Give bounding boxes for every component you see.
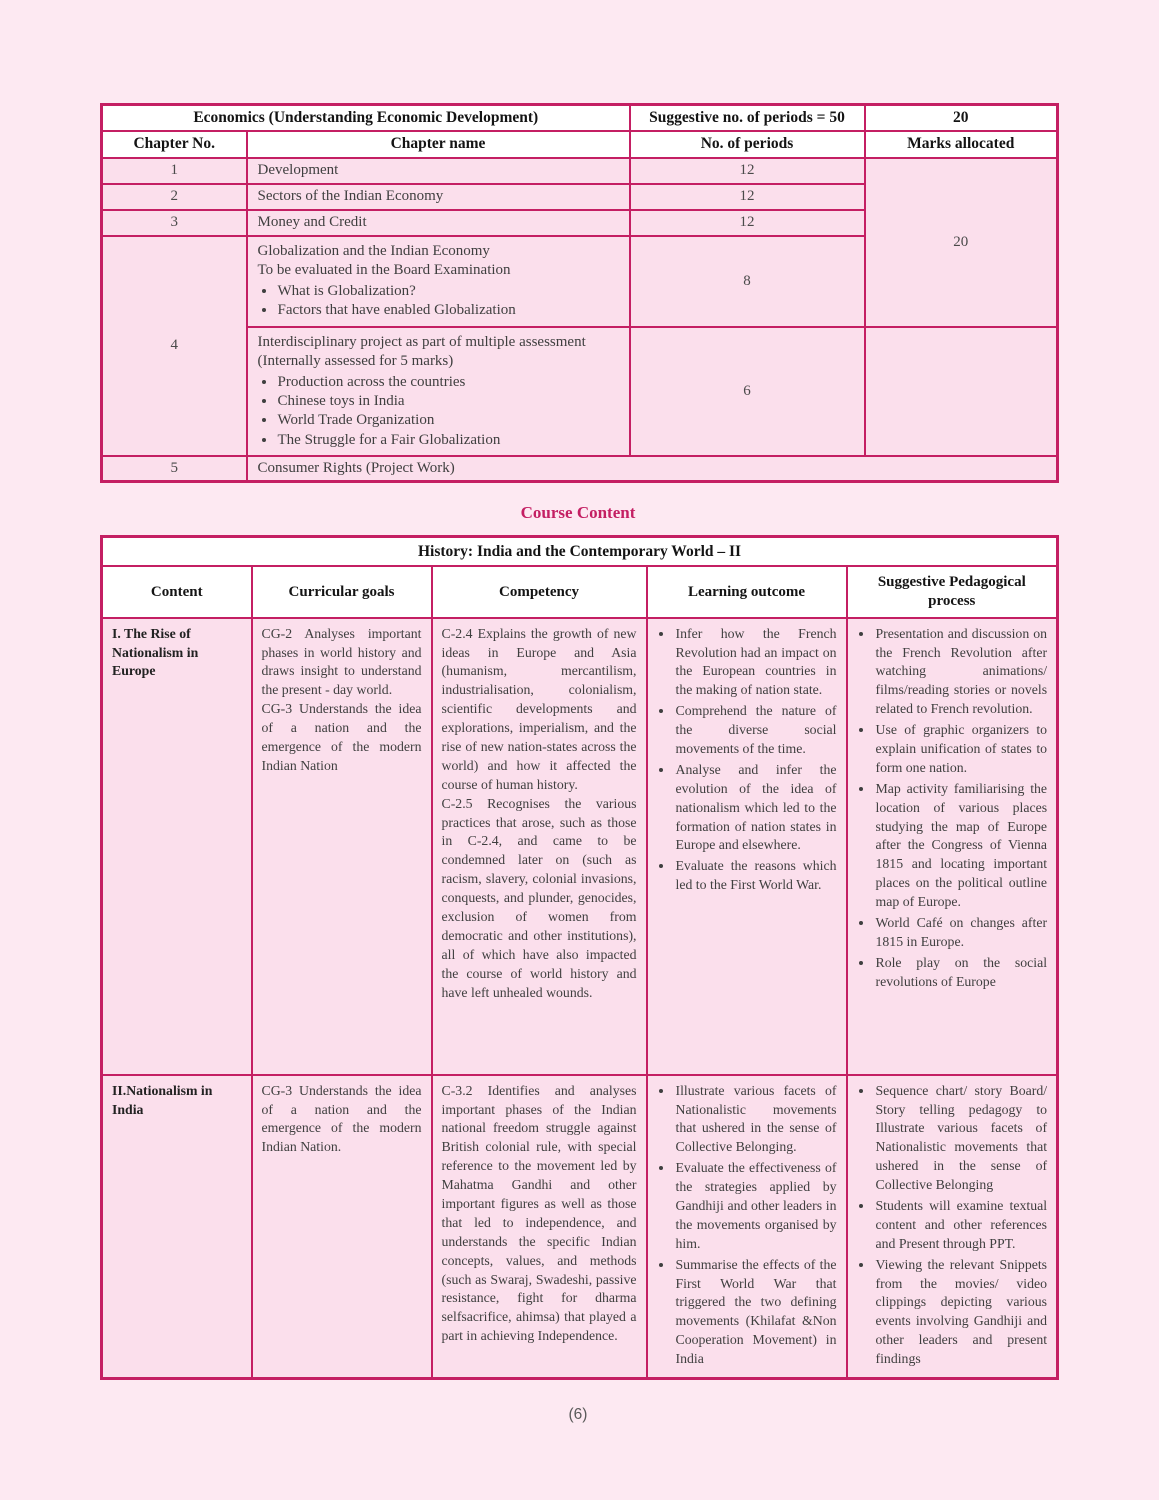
economics-title: Economics (Understanding Economic Development) <box>102 105 630 131</box>
chapter-name-line: (Internally assessed for 5 marks) <box>257 352 454 369</box>
column-header-competency: Competency <box>432 566 647 618</box>
table-row-chapter-1 <box>102 158 1058 184</box>
chapter-no: 4 <box>102 236 247 456</box>
chapter-no: 5 <box>102 456 247 482</box>
periods-value: 8 <box>630 236 865 327</box>
curricular-goal: CG-3 Understands the idea of a nation and the emergence of the modern Indian Nation. <box>261 1082 422 1155</box>
list-item: • Evaluate the effectiveness of the strategies applied by Gandhiji and other leaders in the movements organised by him. <box>674 1159 837 1253</box>
list-item: • Analyse and infer the evolution of the idea of nationalism which led to the formation of nation states in Europe and elsewhere. <box>674 761 837 855</box>
chapter-name-line: Interdisciplinary project as part of multiple assessment <box>257 333 586 350</box>
column-header-marks-allocated: Marks allocated <box>865 131 1058 158</box>
chapter-name: Development <box>247 158 630 184</box>
curricular-goals-cell <box>252 618 432 1075</box>
pedagogical-process-list <box>857 625 1048 992</box>
column-header-curricular-goals: Curricular goals <box>252 566 432 618</box>
economics-periods-total: Suggestive no. of periods = 50 <box>630 105 865 131</box>
curricular-goal: CG-3 Understands the idea of a nation and the emergence of the modern Indian Nation <box>261 701 422 773</box>
learning-outcome-cell <box>647 618 847 1075</box>
column-header-content: Content <box>102 566 252 618</box>
page-number: (6) <box>568 1405 588 1423</box>
periods-value: 12 <box>630 210 865 236</box>
chapter-no: 3 <box>102 210 247 236</box>
economics-table <box>100 103 1059 483</box>
chapter-name: Money and Credit <box>247 210 630 236</box>
curricular-goals-cell <box>252 1075 432 1379</box>
economics-column-header-row <box>102 131 1058 158</box>
list-item: • Role play on the social revolutions of Europe <box>874 954 1048 992</box>
chapter-name: Consumer Rights (Project Work) <box>247 456 1058 482</box>
competency-item: C-3.2 Identifies and analyses important phases of the Indian national freedom struggle against British colonial rule, with special reference to the movement led by Mahatma Gandhi and other important figures as well as those that led to independence, and understands the specific Indian concepts, values, and methods (such as Swaraj, Swadeshi, passive resistance, fight for dharma selfsacrifice, ahimsa) that played a part in achieving Independence. <box>441 1082 637 1344</box>
economics-title-row <box>102 105 1058 131</box>
chapter-name: Sectors of the Indian Economy <box>247 184 630 210</box>
economics-marks-total: 20 <box>865 105 1058 131</box>
unit-content-title: II.Nationalism in India <box>102 1075 252 1379</box>
periods-value: 12 <box>630 184 865 210</box>
column-header-chapter-no: Chapter No. <box>102 131 247 158</box>
list-item: • Chinese toys in India <box>277 392 619 411</box>
column-header-no-of-periods: No. of periods <box>630 131 865 158</box>
chapter-name-line: To be evaluated in the Board Examination <box>257 262 511 279</box>
learning-outcome-cell <box>647 1075 847 1379</box>
list-item: • Sequence chart/ story Board/ Story telling pedagogy to Illustrate various facets of Nationalistic movements that ushered in the sense of Collective Belonging <box>874 1082 1048 1195</box>
history-table <box>100 535 1059 1380</box>
unit-content-title: I. The Rise of Nationalism in Europe <box>102 618 252 1075</box>
list-item: • Infer how the French Revolution had an impact on the European countries in the making of nation state. <box>674 625 837 701</box>
learning-outcome-list <box>657 625 837 895</box>
list-item: • What is Globalization? <box>277 282 619 301</box>
chapter-name <box>247 236 630 327</box>
list-item: • Use of graphic organizers to explain unification of states to form one nation. <box>874 721 1048 778</box>
list-item: • Production across the countries <box>277 373 619 392</box>
column-header-chapter-name: Chapter name <box>247 131 630 158</box>
history-title-row <box>102 536 1058 566</box>
competency-item: C-2.5 Recognises the various practices that arose, such as those in C-2.4, and came to be condemned later on (such as racism, slavery, colonial invasions, conquests, and plunder, genocides, exclusion of women from democratic and other institutions), all of which have also impacted the course of world history and have left unhealed wounds. <box>441 795 637 1000</box>
chapter-no: 1 <box>102 158 247 184</box>
list-item: • World Café on changes after 1815 in Europe. <box>874 914 1048 952</box>
list-item: • The Struggle for a Fair Globalization <box>277 431 619 450</box>
list-item: • World Trade Organization <box>277 411 619 430</box>
course-content-heading: Course Content <box>520 502 636 522</box>
marks-allocated-empty <box>865 327 1058 456</box>
chapter-name-line: Globalization and the Indian Economy <box>257 242 490 259</box>
learning-outcome-list <box>657 1082 837 1369</box>
periods-value: 12 <box>630 158 865 184</box>
marks-allocated-value: 20 <box>865 158 1058 327</box>
curricular-goal: CG-2 Analyses important phases in world history and draws insight to understand the present - day world. <box>261 625 422 698</box>
list-item: • Factors that have enabled Globalization <box>277 301 619 320</box>
list-item: • Comprehend the nature of the diverse social movements of the time. <box>674 702 837 759</box>
list-item: • Students will examine textual content and other references and Present through PPT. <box>874 1197 1048 1254</box>
pedagogical-process-cell <box>847 1075 1058 1379</box>
history-table-title: History: India and the Contemporary World – II <box>102 536 1058 566</box>
table-row-unit-1 <box>102 618 1058 1075</box>
competency-item: C-2.4 Explains the growth of new ideas in Europe and Asia (humanism, mercantilism, industrialisation, colonialism, scientific developments and explorations, imperialism, and the rise of new nation-states across the world) and how it affected the course of human history. <box>441 625 637 792</box>
chapter-topic-list <box>258 282 619 320</box>
chapter-name <box>247 327 630 456</box>
list-item: • Illustrate various facets of Nationalistic movements that ushered in the sense of Collective Belonging. <box>674 1082 837 1158</box>
table-row-chapter-5 <box>102 456 1058 482</box>
pedagogical-process-cell <box>847 618 1058 1075</box>
chapter-no: 2 <box>102 184 247 210</box>
periods-value: 6 <box>630 327 865 456</box>
table-row-unit-2 <box>102 1075 1058 1379</box>
competency-cell <box>432 618 647 1075</box>
history-column-header-row <box>102 566 1058 618</box>
competency-cell <box>432 1075 647 1379</box>
pedagogical-process-list <box>857 1082 1048 1369</box>
column-header-pedagogical-process: Suggestive Pedagogical process <box>847 566 1058 618</box>
list-item: • Viewing the relevant Snippets from the movies/ video clippings depicting various events involving Gandhiji and other leaders and present findings <box>874 1256 1048 1369</box>
list-item: • Summarise the effects of the First World War that triggered the two defining movements (Khilafat &Non Cooperation Movement) in India <box>674 1256 837 1369</box>
chapter-topic-list <box>258 373 619 450</box>
column-header-learning-outcome: Learning outcome <box>647 566 847 618</box>
list-item: • Evaluate the reasons which led to the First World War. <box>674 857 837 895</box>
list-item: • Presentation and discussion on the French Revolution after watching animations/ films/reading stories or novels related to French revolution. <box>874 625 1048 719</box>
list-item: • Map activity familiarising the location of various places studying the map of Europe after the Congress of Vienna 1815 and locating important places on the political outline map of Europe. <box>874 780 1048 912</box>
